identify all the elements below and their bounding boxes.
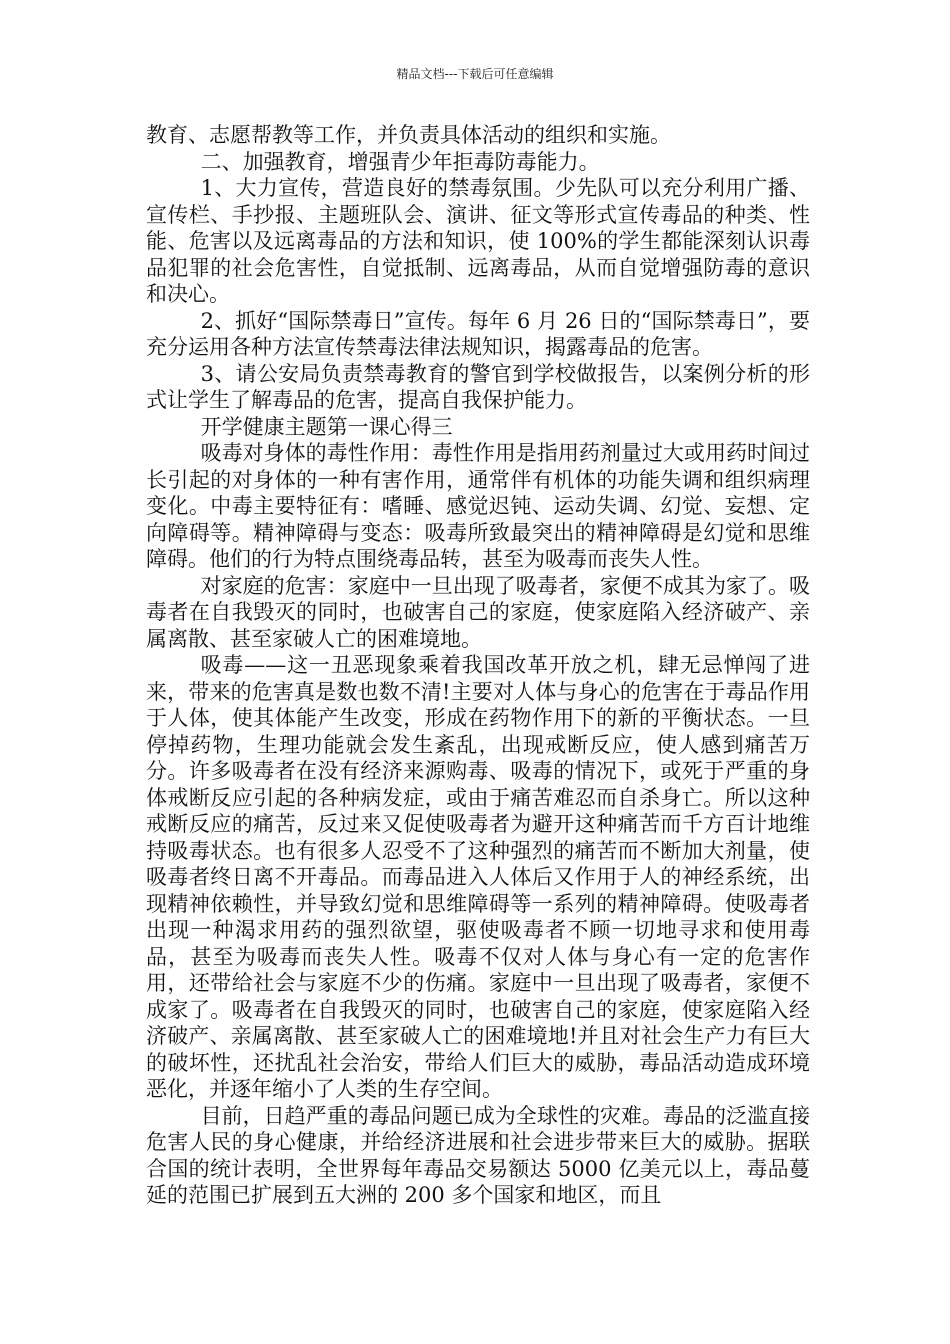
paragraph: 吸毒——这一丑恶现象乘着我国改革开放之机，肆无忌惮闯了进来，带来的危害真是数也数不清!主要对人体与身心的危害在于毒品作用于人体，使其体能产生改变，形成在药物作用下的新的平衡状态。一旦停掉药物，生理功能就会发生紊乱，出现戒断反应，使人感到痛苦万分。许多吸毒者在没有经济来源购毒、吸毒的情况下，或死于严重的身体戒断反应引起的各种病发症，或由于痛苦难忍而自杀身亡。所以这种戒断反应的痛苦，反过来又促使吸毒者为避开这种痛苦而千方百计地维持吸毒状态。也有很多人忍受不了这种强烈的痛苦而不断加大剂量，使吸毒者终日离不开毒品。而毒品进入人体后又作用于人的神经系统，出现精神依赖性，并导致幻觉和思维障碍等一系列的精神障碍。使吸毒者出现一种渴求用药的强烈欲望，驱使吸毒者不顾一切地寻求和使用毒品，甚至为吸毒而丧失人性。吸毒不仅对人体与身心有一定的危害作用，还带给社会与家庭不少的伤痛。家庭中一旦出现了吸毒者，家便不成家了。吸毒者在自我毁灭的同时，也破害自己的家庭，使家庭陷入经济破产、亲属离散、甚至家破人亡的困难境地!并且对社会生产力有巨大的破坏性，还扰乱社会治安，带给人们巨大的威胁，毒品活动造成环境恶化，并逐年缩小了人类的生存空间。 <box>146 653 810 1101</box>
paragraph: 对家庭的危害：家庭中一旦出现了吸毒者，家便不成其为家了。吸毒者在自我毁灭的同时，也破害自己的家庭，使家庭陷入经济破产、亲属离散、甚至家破人亡的困难境地。 <box>146 573 810 651</box>
paragraph: 1、大力宣传，营造良好的禁毒氛围。少先队可以充分利用广播、宣传栏、手抄报、主题班队会、演讲、征文等形式宣传毒品的种类、性能、危害以及远离毒品的方法和知识，使 100%的学生都能深刻认识毒品犯罪的社会危害性，自觉抵制、远离毒品，从而自觉增强防毒的意识和决心。 <box>146 176 810 306</box>
paragraph: 目前，日趋严重的毒品问题已成为全球性的灾难。毒品的泛滥直接危害人民的身心健康，并给经济进展和社会进步带来巨大的威胁。据联合国的统计表明，全世界每年毒品交易额达 5000 亿美元以上，毒品蔓延的范围已扩展到五大洲的 200 多个国家和地区，而且 <box>146 1103 810 1207</box>
paragraph: 吸毒对身体的毒性作用：毒性作用是指用药剂量过大或用药时间过长引起的对身体的一种有害作用，通常伴有机体的功能失调和组织病理变化。中毒主要特征有：嗜睡、感觉迟钝、运动失调、幻觉、妄想、定向障碍等。精神障碍与变态：吸毒所致最突出的精神障碍是幻觉和思维障碍。他们的行为特点围绕毒品转，甚至为吸毒而丧失人性。 <box>146 441 810 571</box>
page-header: 精品文档---下载后可任意编辑 <box>396 67 554 81</box>
paragraph: 3、请公安局负责禁毒教育的警官到学校做报告，以案例分析的形式让学生了解毒品的危害，提高自我保护能力。 <box>146 361 810 412</box>
section-heading: 二、加强教育，增强青少年拒毒防毒能力。 <box>200 149 600 174</box>
document-body <box>146 122 810 1209</box>
paragraph: 教育、志愿帮教等工作，并负责具体活动的组织和实施。 <box>146 123 671 147</box>
paragraph: 2、抓好“国际禁毒日”宣传。每年 6 月 26 日的“国际禁毒日”，要充分运用各种方法宣传禁毒法律法规知识，揭露毒品的危害。 <box>146 308 810 359</box>
section-title: 开学健康主题第一课心得三 <box>200 414 453 439</box>
